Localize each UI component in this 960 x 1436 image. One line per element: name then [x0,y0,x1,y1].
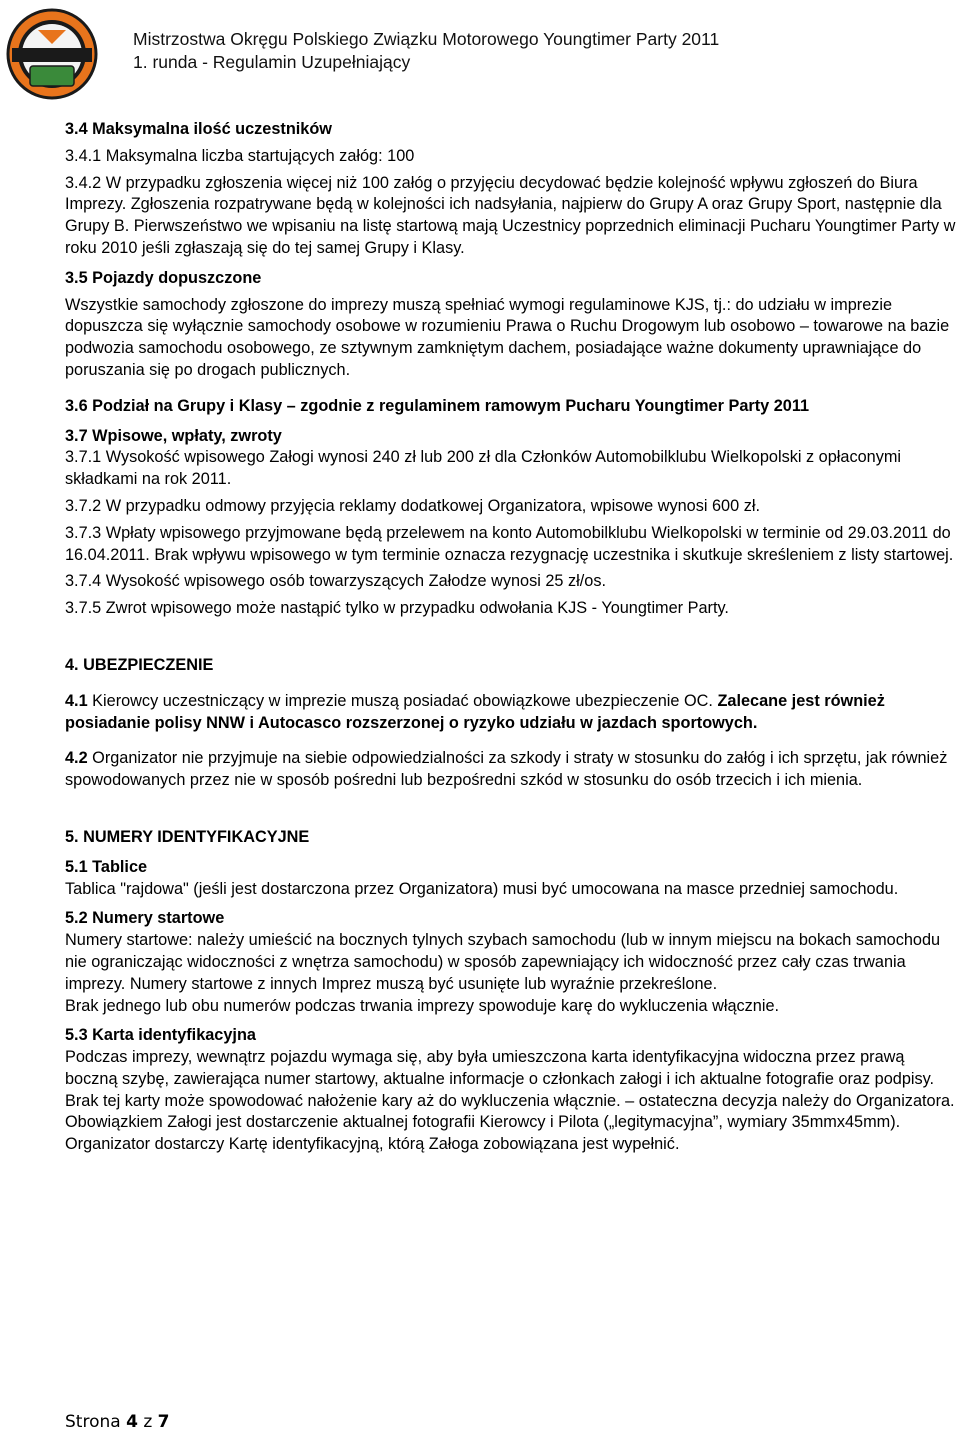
document-header [133,28,933,74]
paragraph-3-4-1: 3.4.1 Maksymalna liczba startujących załóg: 100 [65,146,415,165]
section-4-heading: 4. UBEZPIECZENIE [65,655,214,674]
section-3-6-heading: 3.6 Podział na Grupy i Klasy – zgodnie z regulaminem ramowym Pucharu Youngtimer Party 2011 [65,396,810,415]
paragraph-3-7-3: 3.7.3 Wpłaty wpisowego przyjmowane będą przelewem na konto Automobilklubu Wielkopolski w terminie od 29.03.2011 do 16.04.2011. Brak wpływu wpisowego w tym terminie oznacza rezygnację uczestnika i skutkuje skreśleniem z listy startowej. [65,523,954,564]
paragraph-5-1: Tablica "rajdowa" (jeśli jest dostarczona przez Organizatora) musi być umocowana na masce przedniej samochodu. [65,879,899,898]
paragraph-3-5: Wszystkie samochody zgłoszone do imprezy muszą spełniać wymogi regulaminowe KJS, tj.: do udziału w imprezie dopuszcza się wyłącznie samochody osobowe w rozumieniu Prawa o Ruchu Drogowym lub osobowo – towarowe na bazie podwozia samochodu osobowego, ze sztywnym zamkniętym dachem, posiadające ważne dokumenty uprawniające do poruszania się po drogach publicznych. [65,295,950,379]
document-body [65,119,960,1156]
paragraph-5-3-b: Organizator dostarczy Kartę identyfikacyjną, którą Załoga zobowiązana jest wypełnić. [65,1135,680,1154]
paragraph-5-3-a: Podczas imprezy, wewnątrz pojazdu wymaga się, aby była umieszczona karta identyfikacyjna widoczna przez prawą boczną szybę, zawierająca numer startowy, aktualne informacje o członkach załogi i ich aktualne fotografie oraz podpisy. Brak tej karty może spowodować nałożenie kary aż do wykluczenia włącznie. – ostateczna decyzja należy do Organizatora. Obowiązkiem Załogi jest dostarczenie aktualnej fotografii Kierowcy i Pilota („legitymacyjna”, wymiary 35mmx45mm). [65,1048,955,1132]
paragraph-3-4-2: 3.4.2 W przypadku zgłoszenia więcej niż 100 załóg o przyjęciu decydować będzie kolejność wpływu zgłoszeń do Biura Imprezy. Zgłoszenia rozpatrywane będą w kolejności ich nadsyłania, najpierw do Grupy A oraz Grupy Sport, następnie dla Grupy B. Pierwszeństwo we wpisaniu na listę startową mają Uczestnicy poprzednich eliminacji Pucharu Youngtimer Party w roku 2010 jeśli zgłaszają się do tej samej Grupy i Klasy. [65,173,956,257]
section-3-5-heading: 3.5 Pojazdy dopuszczone [65,268,262,287]
paragraph-3-7-1: 3.7.1 Wysokość wpisowego Załogi wynosi 240 zł lub 200 zł dla Członków Automobilklubu Wielkopolski z opłaconymi składkami na rok 2011. [65,448,902,489]
automobilklub-logo [6,8,98,100]
paragraph-4-1 [65,691,960,735]
paragraph-3-7-5: 3.7.5 Zwrot wpisowego może nastąpić tylko w przypadku odwołania KJS - Youngtimer Party. [65,599,729,618]
section-5-2-heading: 5.2 Numery startowe [65,909,225,928]
page-total: 7 [157,1412,170,1432]
header-title: Mistrzostwa Okręgu Polskiego Związku Motorowego Youngtimer Party 2011 [133,29,720,49]
page-number-footer [65,1411,170,1433]
paragraph-4-2 [65,748,960,792]
paragraph-4-2-text: Organizator nie przyjmuje na siebie odpowiedzialności za szkody i straty w stosunku do załóg i ich sprzętu, jak również spowodowanych przez nie w sposób pośredni lub bezpośredni szkód w stosunku do osób trzecich i ich mienia. [65,749,948,790]
paragraph-4-1-text: Kierowcy uczestniczący w imprezie muszą posiadać obowiązkowe ubezpieczenie OC. [87,691,718,710]
paragraph-5-2-b: Brak jednego lub obu numerów podczas trwania imprezy spowoduje karę do wykluczenia włącznie. [65,996,780,1015]
page-of-word: z [143,1412,153,1432]
page-word: Strona [65,1412,121,1432]
paragraph-4-2-number: 4.2 [65,749,88,768]
header-subtitle: 1. runda - Regulamin Uzupełniający [133,52,411,72]
section-3-4-heading: 3.4 Maksymalna ilość uczestników [65,120,332,138]
section-5-3-heading: 5.3 Karta identyfikacyjna [65,1026,256,1045]
section-5-1-heading: 5.1 Tablice [65,857,148,876]
section-5-heading: 5. NUMERY IDENTYFIKACYJNE [65,827,310,846]
paragraph-3-7-4: 3.7.4 Wysokość wpisowego osób towarzyszących Załodze wynosi 25 zł/os. [65,572,606,591]
paragraph-5-2-a: Numery startowe: należy umieścić na bocznych tylnych szybach samochodu (lub w innym miejscu na bokach samochodu nie ograniczając widoczności z wnętrza samochodu) w sposób zapewniający ich widoczność przez cały czas trwania imprezy. Numery startowe z innych Imprez muszą być usunięte lub wyraźnie przekreślone. [65,931,941,993]
section-3-7-heading: 3.7 Wpisowe, wpłaty, zwroty [65,426,282,445]
logo-emblem-icon [6,8,98,100]
paragraph-4-1-number: 4.1 [65,691,88,710]
page-current: 4 [126,1412,138,1432]
paragraph-4-1-recommendation: Zalecane jest również posiadanie polisy NNW i Autocasco rozszerzonej o ryzyko udziału w jazdach sportowych. [65,691,885,732]
paragraph-3-7-2: 3.7.2 W przypadku odmowy przyjęcia reklamy dodatkowej Organizatora, wpisowe wynosi 600 zł. [65,496,760,515]
